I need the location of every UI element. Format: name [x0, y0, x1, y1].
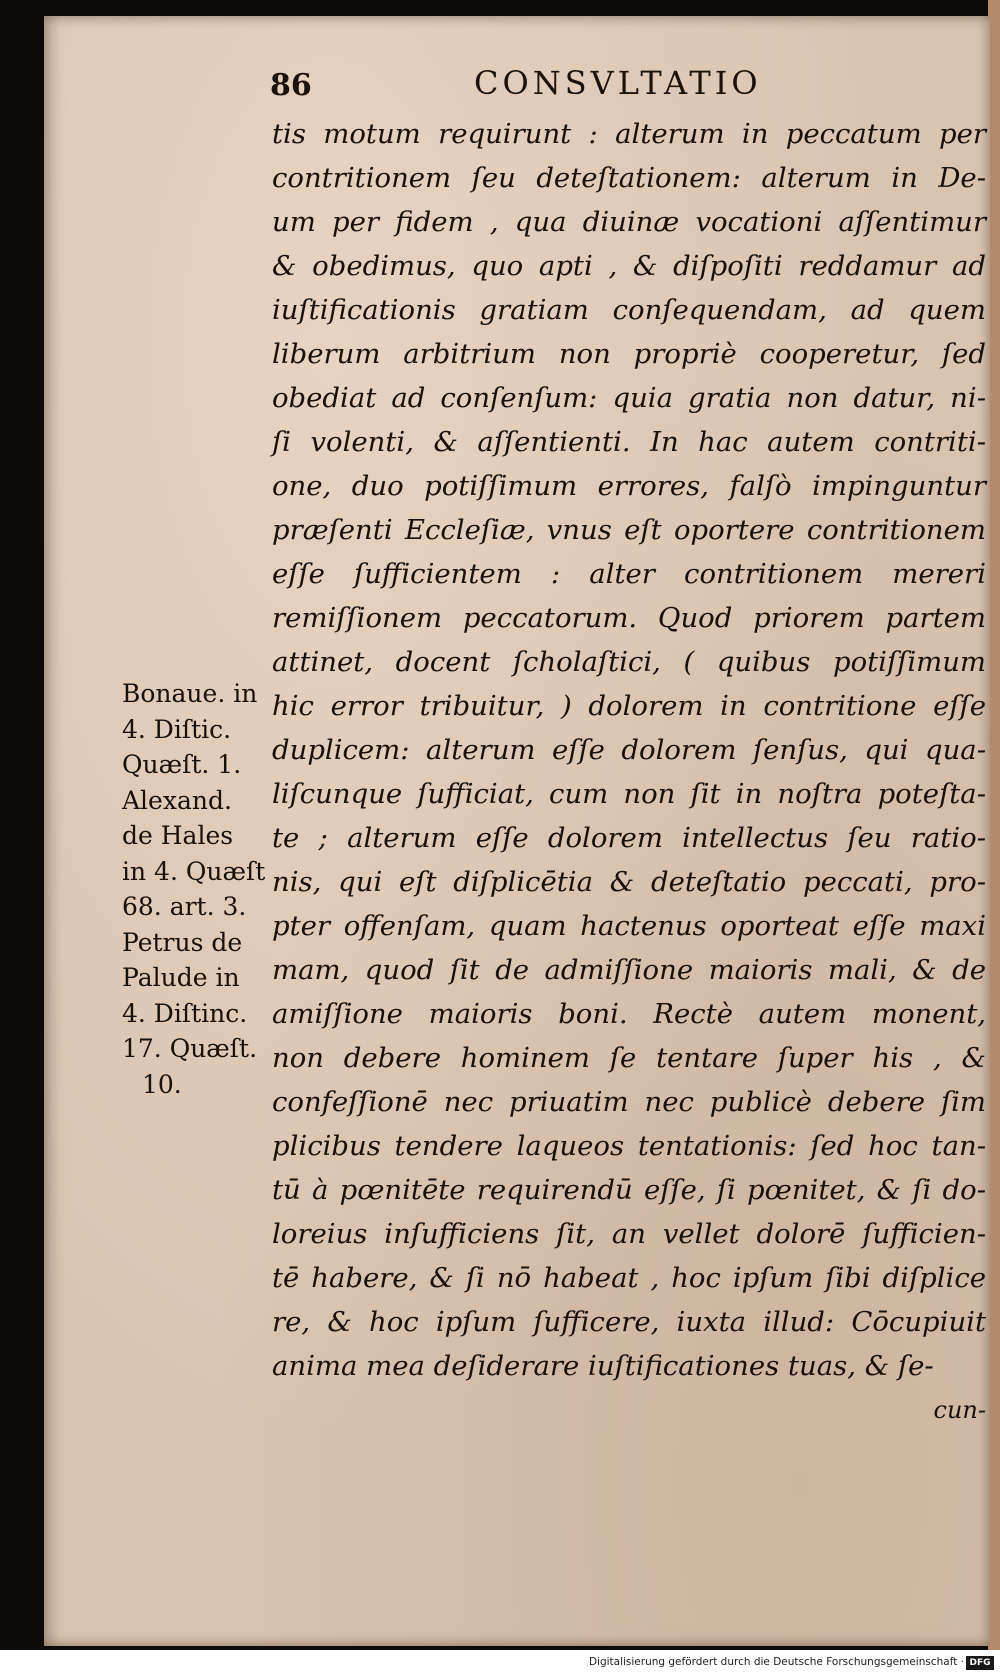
marginal-note-line: Bonaue. in	[122, 679, 258, 708]
text-line: & obedimus, quo apti , & diſpoſiti reddamur ad	[272, 250, 986, 282]
text-line: plicibus tendere laqueos tentationis: ſed hoc tan-	[272, 1130, 986, 1162]
text-line: hic error tribuitur, ) dolorem in contritione eſſe	[272, 690, 986, 722]
text-line: iuſtificationis gratiam conſequendam, ad quem	[272, 294, 986, 326]
marginal-note-line: 17. Quæſt.	[122, 1034, 258, 1063]
marginal-note-line: Petrus de	[122, 927, 243, 957]
marginal-note-line: 4. Diſtinc.	[122, 998, 248, 1028]
text-line: attinet, docent ſcholaſtici, ( quibus potiſſimum	[272, 646, 986, 678]
text-line: tis motum requirunt : alterum in peccatum per	[272, 118, 986, 150]
text-line: remiſſionem peccatorum. Quod priorem partem	[272, 602, 986, 634]
text-line: liberum arbitrium non propriè cooperetur, ſed	[272, 338, 986, 370]
running-head: CONSVLTATIO	[474, 64, 762, 102]
marginal-note-line: 4. Diſtic.	[122, 714, 232, 744]
text-line: pter offenſam, quam hactenus oporteat eſſe maxi	[272, 910, 986, 942]
marginal-notes	[122, 676, 265, 1102]
text-line: duplicem: alterum eſſe dolorem ſenſus, qui qua-	[272, 734, 986, 766]
marginal-note-line: Quæſt. 1.	[122, 750, 242, 779]
body-text	[272, 112, 986, 1432]
text-line: tū à pœnitēte requirendū eſſe, ſi pœnitet, & ſi do-	[272, 1174, 986, 1206]
text-line: tē habere, & ſi nō habeat , hoc ipſum ſibi diſplice	[272, 1262, 986, 1294]
text-line: obediat ad conſenſum: quia gratia non datur, ni-	[272, 382, 986, 414]
text-line: loreius inſufficiens ſit, an vellet dolorē ſufficien-	[272, 1218, 986, 1250]
text-line: ſi volenti, & aſſentienti. In hac autem contriti-	[272, 426, 986, 458]
text-line: nis, qui eſt diſplicētia & deteſtatio peccati, pro-	[272, 866, 986, 898]
text-line: amiſſione maioris boni. Rectè autem monent,	[272, 998, 986, 1030]
text-line: re, & hoc ipſum ſufficere, iuxta illud: Cōcupiuit	[272, 1306, 986, 1338]
page-number: 86	[270, 68, 312, 103]
marginal-note-line: Alexand.	[122, 785, 232, 815]
text-line: liſcunque ſufficiat, cum non ſit in noſtra poteſta-	[272, 778, 986, 810]
text-line: non debere hominem ſe tentare ſuper his , &	[272, 1042, 986, 1074]
text-line: præſenti Eccleſiæ, vnus eſt oportere contritionem	[272, 514, 986, 546]
text-line: te ; alterum eſſe dolorem intellectus ſeu ratio-	[272, 822, 986, 854]
text-line: eſſe ſufficientem : alter contritionem mereri	[272, 558, 986, 590]
text-line: anima mea deſiderare iuſtificationes tuas, & ſe-	[272, 1350, 934, 1382]
dfg-logo: DFG	[966, 1656, 994, 1670]
catchword: cun-	[933, 1396, 986, 1424]
marginal-note-line: de Hales	[122, 821, 234, 850]
text-line: confeſſionē nec priuatim nec publicè debere ſim	[272, 1086, 986, 1118]
marginal-note-line: 10.	[142, 1069, 182, 1099]
marginal-note-line: in 4. Quæſt	[122, 856, 266, 886]
text-line: contritionem ſeu deteſtationem: alterum in De-	[272, 162, 986, 194]
text-line: um per fidem , qua diuinæ vocationi aſſentimur	[272, 206, 986, 238]
digitization-credit: Digitalisierung gefördert durch die Deutsche Forschungsgemeinschaft ·	[588, 1656, 964, 1668]
marginal-note-line: Palude in	[122, 963, 240, 992]
marginal-note-line: 68. art. 3.	[122, 892, 247, 921]
text-line: one, duo potiſſimum errores, falſò impinguntur	[272, 470, 986, 502]
text-line: mam, quod ſit de admiſſione maioris mali, & de	[272, 954, 986, 986]
